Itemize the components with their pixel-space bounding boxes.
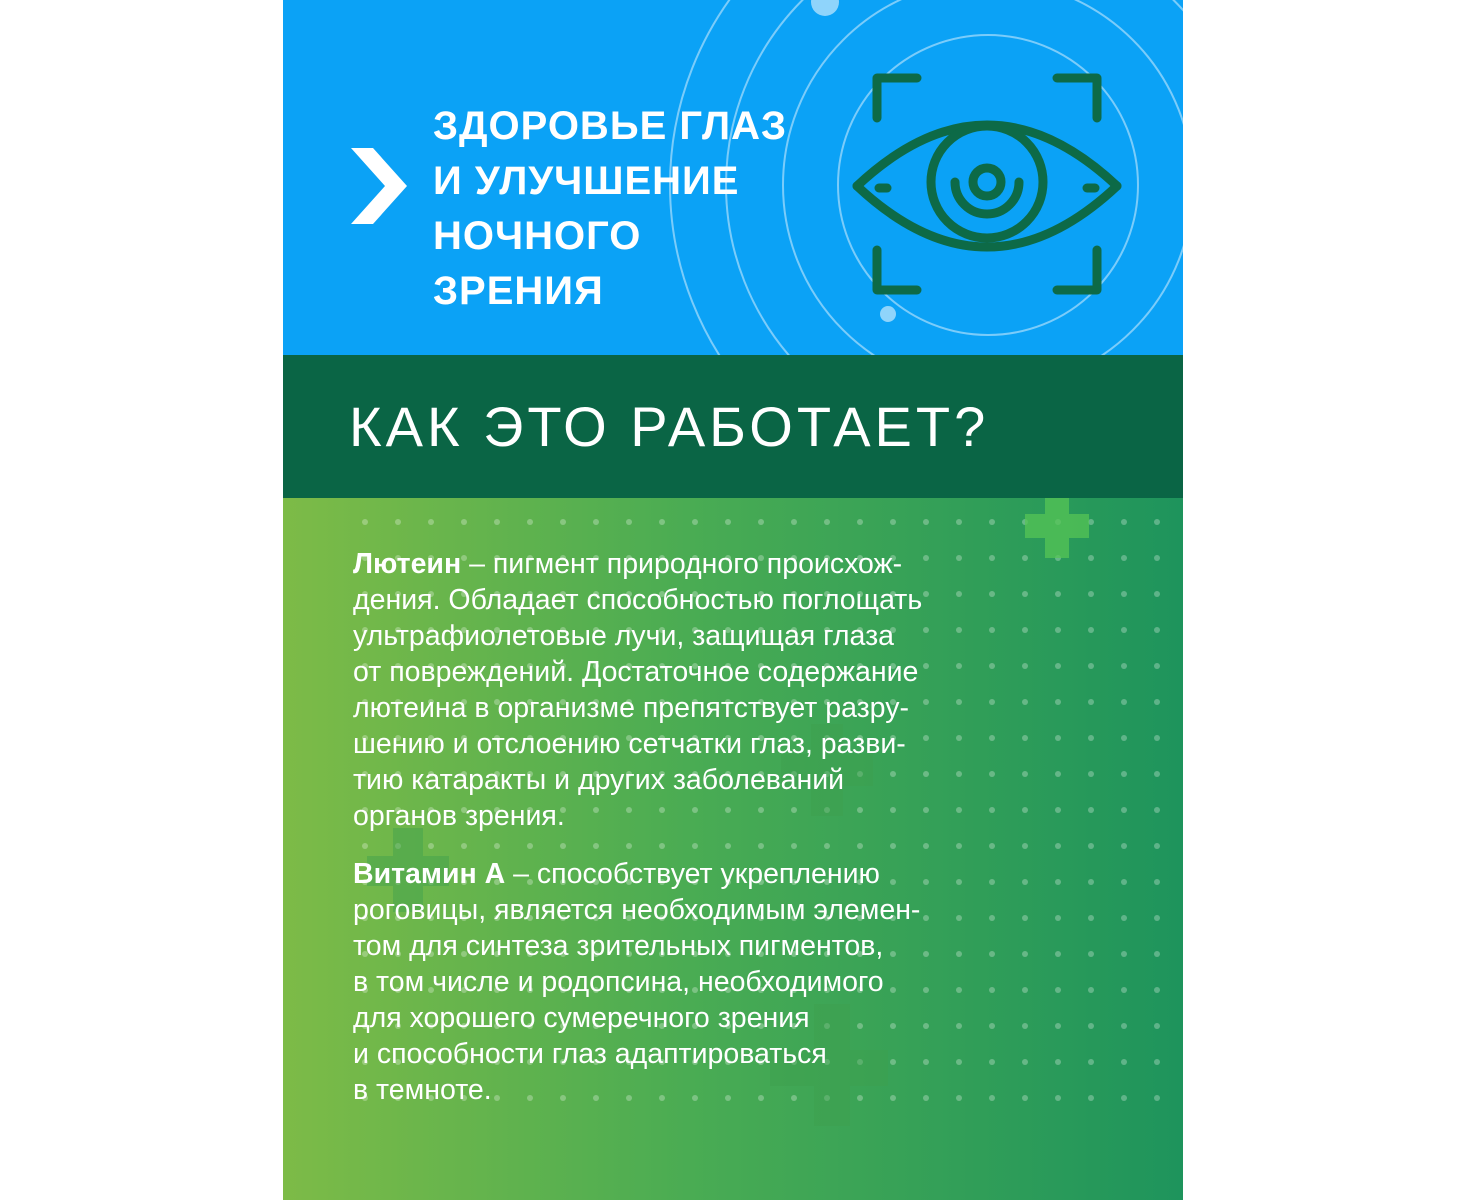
term-vitamin-a: Витамин А <box>353 858 506 890</box>
hero-title-line: ЗДОРОВЬЕ ГЛАЗ <box>433 103 788 148</box>
section-heading: КАК ЭТО РАБОТАЕТ? <box>349 395 990 458</box>
paragraph-line: в темноте. <box>353 1074 492 1106</box>
term-lutein: Лютеин <box>353 548 462 580</box>
orbit-dot <box>880 306 896 322</box>
hero-title-line: ЗРЕНИЯ <box>433 268 604 313</box>
chevron-right-icon <box>351 148 407 224</box>
eye-iris <box>931 126 1043 238</box>
paragraph-line: дения. Обладает способностью поглощать <box>353 584 923 616</box>
hero-title-line: НОЧНОГО <box>433 213 642 258</box>
paragraph-vitamin-a <box>353 856 920 1108</box>
paragraph-line: органов зрения. <box>353 800 565 832</box>
paragraph-lutein <box>353 546 922 834</box>
paragraph-line: и способности глаз адаптироваться <box>353 1038 827 1070</box>
paragraph-line: том для синтеза зрительных пигментов, <box>353 930 884 962</box>
body-panel <box>283 498 1183 1200</box>
infographic-card <box>283 0 1183 1200</box>
eye-upper-lid <box>857 125 1117 186</box>
paragraph-line: Лютеин – пигмент природного происхож- <box>353 548 903 580</box>
hero-title <box>433 99 873 319</box>
paragraph-line: шению и отслоению сетчатки глаз, разви- <box>353 728 906 760</box>
paragraph-line: в том числе и родопсина, необходимого <box>353 966 884 998</box>
frame-corner-bottom-right <box>1057 250 1097 290</box>
paragraph-line: ультрафиолетовые лучи, защищая глаза <box>353 620 894 652</box>
paragraph-line: для хорошего сумеречного зрения <box>353 1002 810 1034</box>
paragraph-line: Витамин А – способствует укреплению <box>353 858 880 890</box>
orbit-dot <box>811 0 839 16</box>
frame-corner-top-right <box>1057 78 1097 118</box>
paragraph-line: от повреждений. Достаточное содержание <box>353 656 919 688</box>
frame-corner-top-left <box>877 78 917 118</box>
paragraph-line: лютеина в организме препятствует разру- <box>353 692 909 724</box>
eye-pupil <box>973 168 1001 196</box>
paragraph-line: тию катаракты и других заболеваний <box>353 764 845 796</box>
hero-section <box>283 0 1183 355</box>
eye-scan-icon <box>843 70 1131 298</box>
hero-title-line: И УЛУЧШЕНИЕ <box>433 158 740 203</box>
frame-corner-bottom-left <box>877 250 917 290</box>
paragraph-line: роговицы, является необходимым элемен- <box>353 894 921 926</box>
section-header-band <box>283 355 1183 498</box>
